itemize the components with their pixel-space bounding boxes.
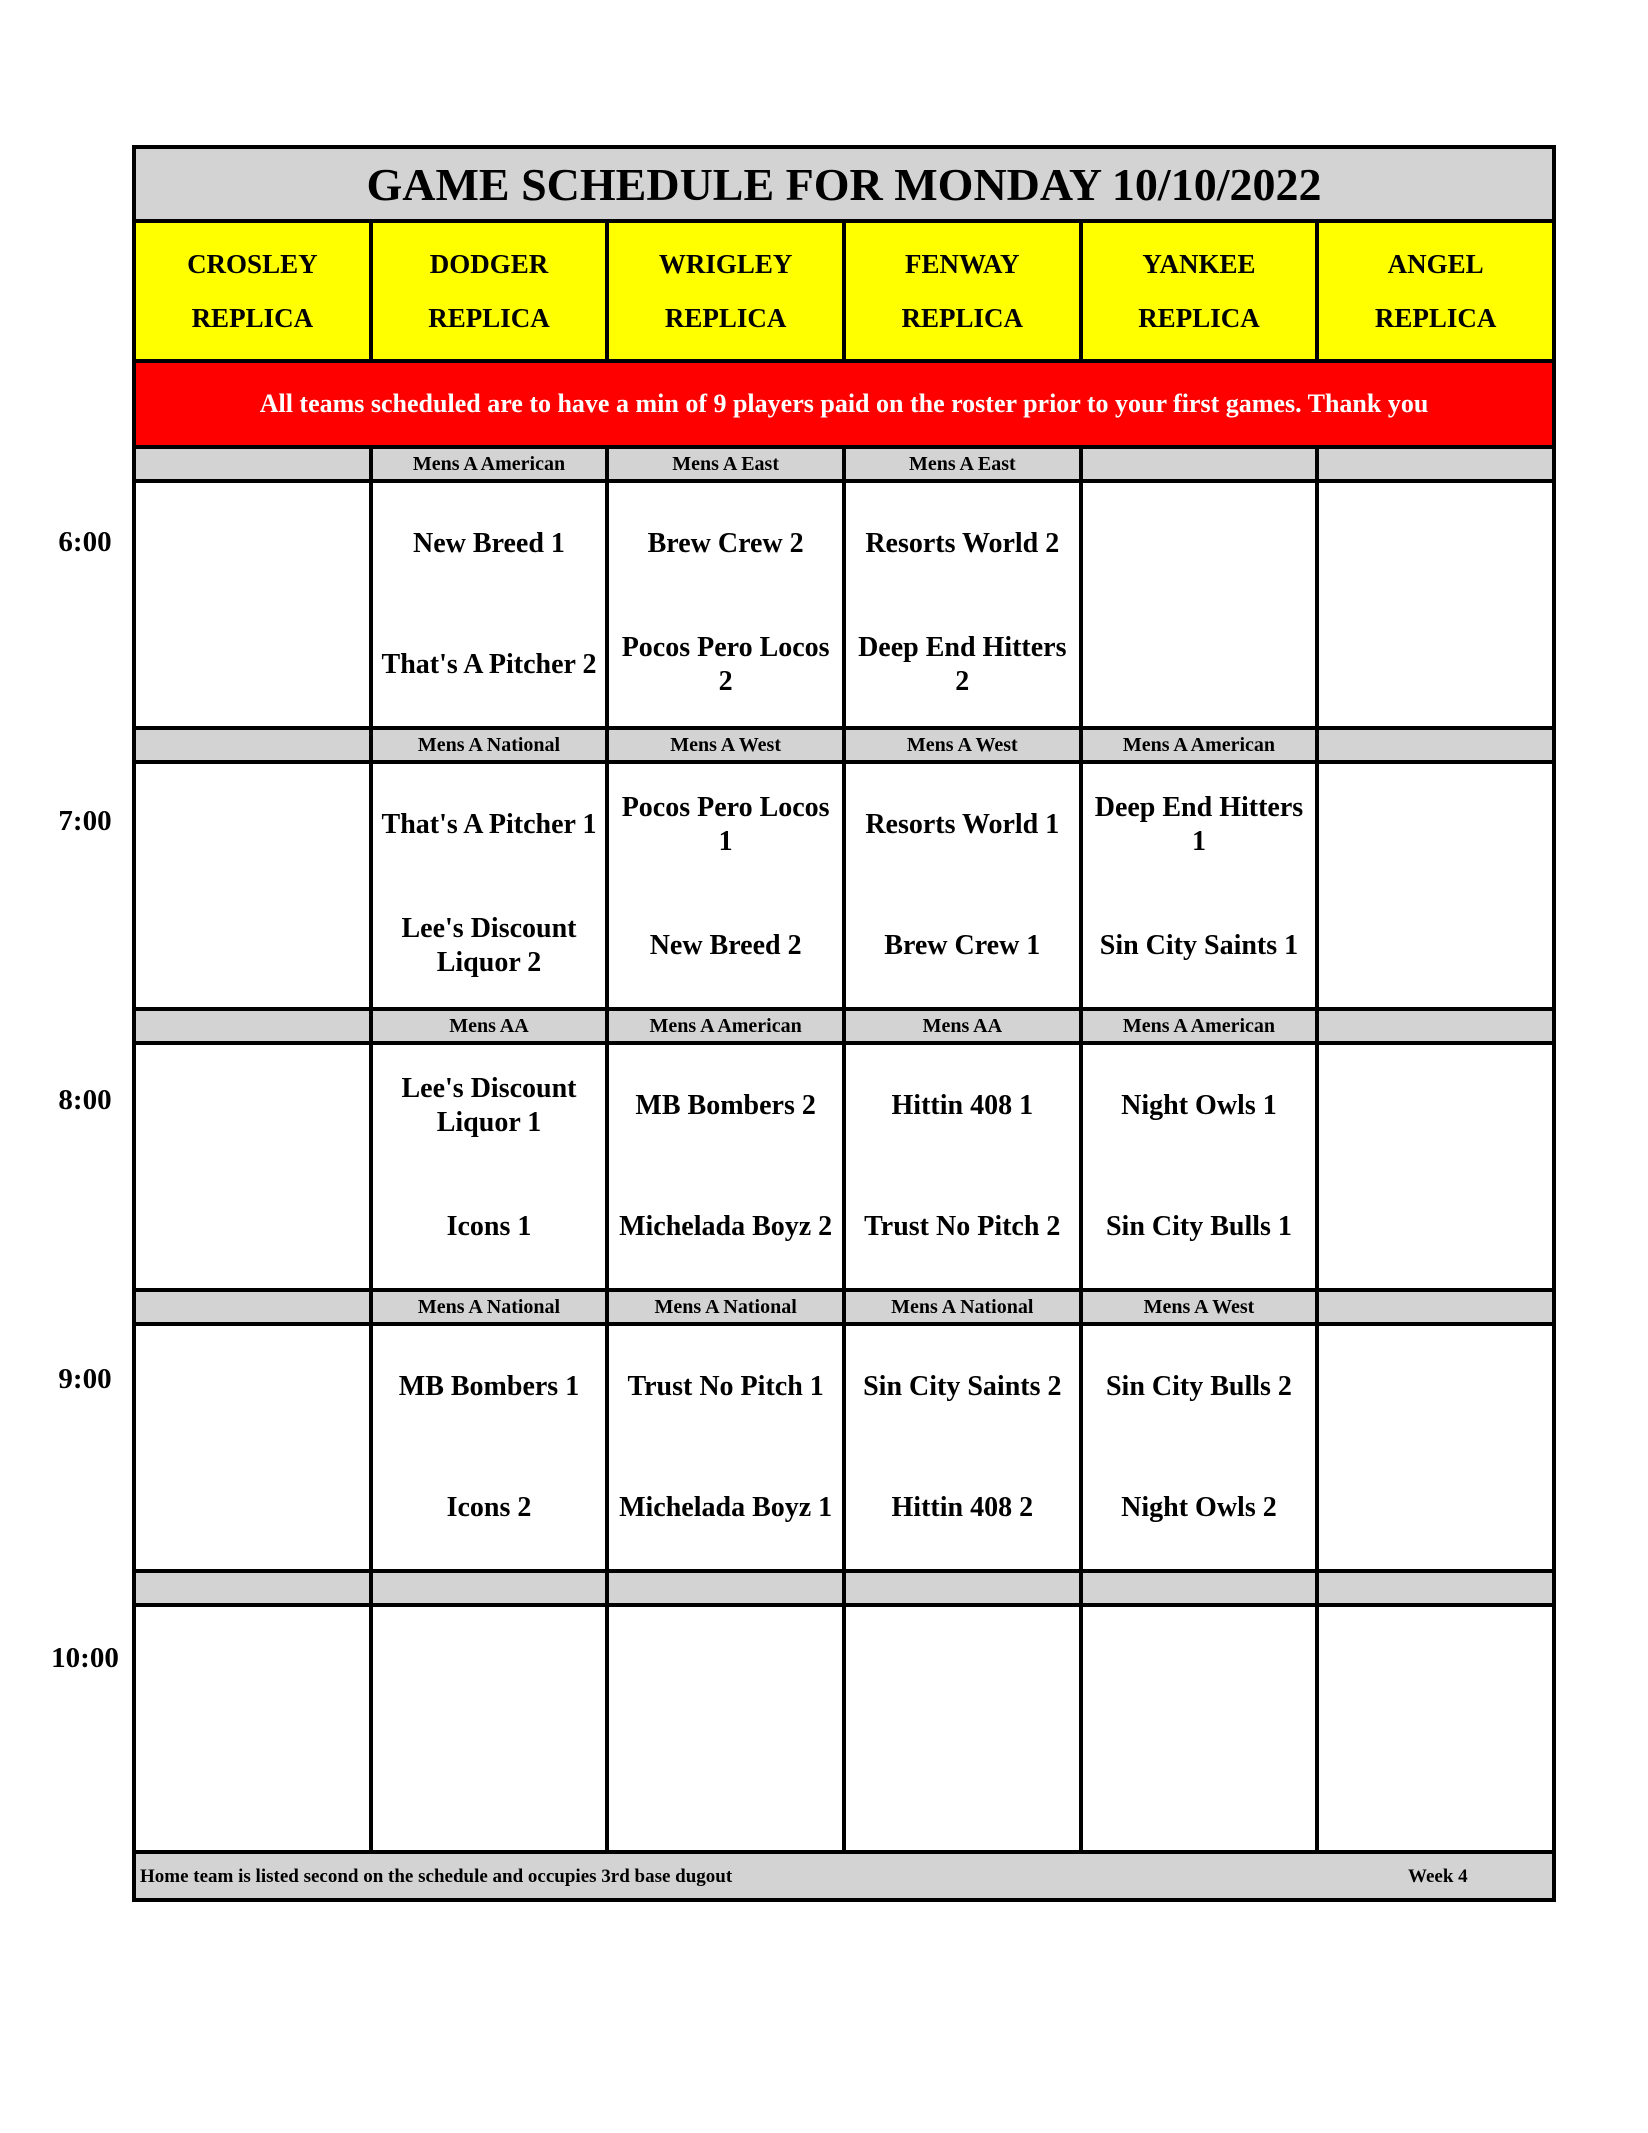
time-label-9: 9:00 <box>58 1363 112 1395</box>
field-subtitle: REPLICA <box>428 303 550 333</box>
away-team: MB Bombers 1 <box>398 1370 580 1402</box>
matchup <box>136 483 369 726</box>
game-cell <box>607 1043 844 1290</box>
division-label: Mens AA <box>844 1009 1081 1043</box>
division-label: Mens A American <box>371 447 608 481</box>
away-team: Lee's Discount Liquor 1 <box>401 1072 577 1138</box>
field-header-crosley <box>134 221 371 361</box>
time-label-8: 8:00 <box>58 1084 112 1116</box>
field-header-row <box>134 221 1554 361</box>
game-slot-row <box>134 762 1554 1009</box>
away-team <box>1319 764 1552 886</box>
matchup <box>373 764 606 1007</box>
week-label: Week 4 <box>1408 1866 1468 1887</box>
field-subtitle: REPLICA <box>901 303 1024 333</box>
matchup <box>136 764 369 1007</box>
division-label <box>844 1571 1081 1605</box>
game-cell <box>607 1324 844 1571</box>
matchup <box>609 1045 842 1288</box>
home-team: Pocos Pero Locos 2 <box>621 632 830 698</box>
home-team <box>373 1729 606 1851</box>
game-slot-row <box>134 1605 1554 1852</box>
matchup <box>373 1045 606 1288</box>
home-team <box>1083 605 1316 727</box>
matchup <box>609 483 842 726</box>
away-team <box>1083 1607 1316 1729</box>
away-team <box>136 483 369 605</box>
field-name: FENWAY <box>905 249 1020 279</box>
matchup <box>1083 1607 1316 1850</box>
game-cell <box>844 481 1081 728</box>
game-cell <box>607 762 844 1009</box>
away-team: Resorts World 2 <box>865 527 1060 559</box>
time-label-10: 10:00 <box>51 1642 119 1674</box>
away-team <box>609 1607 842 1729</box>
home-team: Brew Crew 1 <box>884 930 1041 962</box>
home-team <box>136 605 369 727</box>
division-label: Mens A East <box>844 447 1081 481</box>
home-team: Deep End Hitters 2 <box>858 632 1067 698</box>
game-cell <box>1317 762 1554 1009</box>
division-label <box>134 728 371 762</box>
division-label <box>1317 447 1554 481</box>
matchup <box>1319 1045 1552 1288</box>
game-cell <box>134 762 371 1009</box>
time-label-6: 6:00 <box>58 526 112 558</box>
game-cell <box>1317 481 1554 728</box>
home-team: Lee's Discount Liquor 2 <box>401 913 577 979</box>
game-cell <box>134 1605 371 1852</box>
home-team: Icons 2 <box>446 1492 532 1524</box>
division-label: Mens A East <box>607 447 844 481</box>
matchup <box>136 1326 369 1569</box>
matchup <box>1083 764 1316 1007</box>
away-team: New Breed 1 <box>413 527 565 559</box>
division-label: Mens AA <box>371 1009 608 1043</box>
away-team: Pocos Pero Locos 1 <box>621 791 830 857</box>
matchup <box>373 1326 606 1569</box>
home-team <box>1319 886 1552 1008</box>
division-label <box>134 447 371 481</box>
division-label: Mens A West <box>844 728 1081 762</box>
game-cell <box>371 1324 608 1571</box>
game-slot-row <box>134 1043 1554 1290</box>
field-subtitle: REPLICA <box>1138 303 1260 333</box>
game-cell <box>371 762 608 1009</box>
home-team <box>1319 1729 1552 1851</box>
field-name: YANKEE <box>1142 249 1256 279</box>
home-team: Night Owls 2 <box>1121 1492 1277 1524</box>
schedule-sheet <box>132 145 1556 1902</box>
game-cell <box>844 1605 1081 1852</box>
matchup <box>1319 483 1552 726</box>
away-team: Resorts World 1 <box>865 808 1060 840</box>
division-label <box>134 1009 371 1043</box>
division-label <box>1317 728 1554 762</box>
division-label: Mens A West <box>607 728 844 762</box>
division-label: Mens A American <box>607 1009 844 1043</box>
division-label <box>134 1290 371 1324</box>
field-name: ANGEL <box>1387 249 1484 279</box>
home-team-note: Home team is listed second on the schedule and occupies 3rd base dugout <box>140 1866 733 1887</box>
matchup <box>136 1607 369 1850</box>
division-label <box>134 1571 371 1605</box>
away-team <box>1083 483 1316 605</box>
matchup <box>373 1607 606 1850</box>
game-cell <box>1081 1324 1318 1571</box>
home-team: Sin City Saints 1 <box>1099 930 1299 962</box>
matchup <box>846 764 1079 1007</box>
division-label <box>1317 1290 1554 1324</box>
away-team <box>1319 483 1552 605</box>
away-team: Sin City Saints 2 <box>863 1370 1062 1402</box>
division-label: Mens A National <box>371 728 608 762</box>
game-cell <box>607 481 844 728</box>
roster-notice: All teams scheduled are to have a min of 9 players paid on the roster prior to your first games. Thank you <box>134 361 1554 447</box>
field-subtitle: REPLICA <box>664 303 787 333</box>
game-cell <box>1081 481 1318 728</box>
game-cell <box>1317 1605 1554 1852</box>
game-cell <box>371 1043 608 1290</box>
game-cell <box>1317 1043 1554 1290</box>
home-team: Michelada Boyz 1 <box>619 1492 833 1524</box>
home-team: Trust No Pitch 2 <box>864 1211 1061 1243</box>
game-cell <box>844 762 1081 1009</box>
home-team <box>136 1167 369 1289</box>
matchup <box>1319 1607 1552 1850</box>
field-subtitle: REPLICA <box>1374 303 1497 333</box>
game-cell <box>844 1324 1081 1571</box>
division-label: Mens A National <box>371 1290 608 1324</box>
matchup <box>846 1326 1079 1569</box>
home-team: Icons 1 <box>446 1211 532 1243</box>
division-label: Mens A National <box>607 1290 844 1324</box>
field-subtitle: REPLICA <box>191 303 314 333</box>
home-team: Sin City Bulls 1 <box>1105 1211 1292 1243</box>
home-team <box>846 1729 1079 1851</box>
home-team: Michelada Boyz 2 <box>619 1211 833 1243</box>
matchup <box>1083 1326 1316 1569</box>
matchup <box>846 1045 1079 1288</box>
matchup <box>1083 483 1316 726</box>
away-team: Brew Crew 2 <box>647 527 804 559</box>
home-team <box>136 1729 369 1851</box>
away-team: Trust No Pitch 1 <box>627 1370 824 1402</box>
game-cell <box>134 481 371 728</box>
away-team <box>136 1326 369 1448</box>
game-cell <box>607 1605 844 1852</box>
schedule-table <box>132 145 1556 1902</box>
division-label <box>1317 1009 1554 1043</box>
home-team <box>1083 1729 1316 1851</box>
footer-bar <box>134 1852 1554 1900</box>
game-cell <box>134 1324 371 1571</box>
game-cell <box>371 481 608 728</box>
away-team <box>1319 1326 1552 1448</box>
game-cell <box>844 1043 1081 1290</box>
field-header-yankee <box>1081 221 1318 361</box>
division-label <box>371 1571 608 1605</box>
home-team <box>136 886 369 1008</box>
division-label: Mens A National <box>844 1290 1081 1324</box>
home-team: New Breed 2 <box>649 930 802 962</box>
away-team <box>136 1607 369 1729</box>
footer-row <box>134 1852 1554 1900</box>
away-team <box>136 1045 369 1167</box>
away-team: Night Owls 1 <box>1121 1089 1277 1121</box>
game-cell <box>1317 1324 1554 1571</box>
matchup <box>609 1326 842 1569</box>
field-header-dodger <box>371 221 608 361</box>
game-cell <box>134 1043 371 1290</box>
game-cell <box>371 1605 608 1852</box>
home-team <box>1319 1167 1552 1289</box>
division-row <box>134 1290 1554 1324</box>
away-team: Hittin 408 1 <box>891 1089 1034 1121</box>
game-slot-row <box>134 1324 1554 1571</box>
game-slot-row <box>134 481 1554 728</box>
division-label <box>607 1571 844 1605</box>
home-team: Hittin 408 2 <box>891 1492 1034 1524</box>
matchup <box>609 1607 842 1850</box>
notice-row <box>134 361 1554 447</box>
field-header-fenway <box>844 221 1081 361</box>
home-team <box>609 1729 842 1851</box>
matchup <box>373 483 606 726</box>
field-name: WRIGLEY <box>658 249 793 279</box>
page-title: GAME SCHEDULE FOR MONDAY 10/10/2022 <box>134 147 1554 221</box>
matchup <box>609 764 842 1007</box>
matchup <box>136 1045 369 1288</box>
division-label <box>1081 1571 1318 1605</box>
away-team: Deep End Hitters 1 <box>1094 791 1304 857</box>
matchup <box>846 483 1079 726</box>
game-cell <box>1081 1605 1318 1852</box>
away-team <box>1319 1045 1552 1167</box>
game-cell <box>1081 1043 1318 1290</box>
division-label: Mens A West <box>1081 1290 1318 1324</box>
division-label: Mens A American <box>1081 1009 1318 1043</box>
division-label <box>1317 1571 1554 1605</box>
game-cell <box>1081 762 1318 1009</box>
away-team <box>846 1607 1079 1729</box>
title-row <box>134 147 1554 221</box>
division-row <box>134 728 1554 762</box>
time-label-7: 7:00 <box>58 805 112 837</box>
away-team: MB Bombers 2 <box>635 1089 816 1121</box>
division-row <box>134 1571 1554 1605</box>
field-header-wrigley <box>607 221 844 361</box>
field-header-angel <box>1317 221 1554 361</box>
division-label: Mens A American <box>1081 728 1318 762</box>
away-team: Sin City Bulls 2 <box>1105 1370 1292 1402</box>
division-row <box>134 1009 1554 1043</box>
matchup <box>1319 764 1552 1007</box>
division-label <box>1081 447 1318 481</box>
field-name: DODGER <box>429 249 549 279</box>
away-team <box>1319 1607 1552 1729</box>
matchup <box>1083 1045 1316 1288</box>
matchup <box>1319 1326 1552 1569</box>
home-team <box>136 1448 369 1570</box>
division-row <box>134 447 1554 481</box>
away-team: That's A Pitcher 1 <box>381 808 597 840</box>
away-team <box>373 1607 606 1729</box>
home-team <box>1319 1448 1552 1570</box>
field-name: CROSLEY <box>187 249 318 279</box>
matchup <box>846 1607 1079 1850</box>
home-team: That's A Pitcher 2 <box>381 649 597 681</box>
away-team <box>136 764 369 886</box>
home-team <box>1319 605 1552 727</box>
